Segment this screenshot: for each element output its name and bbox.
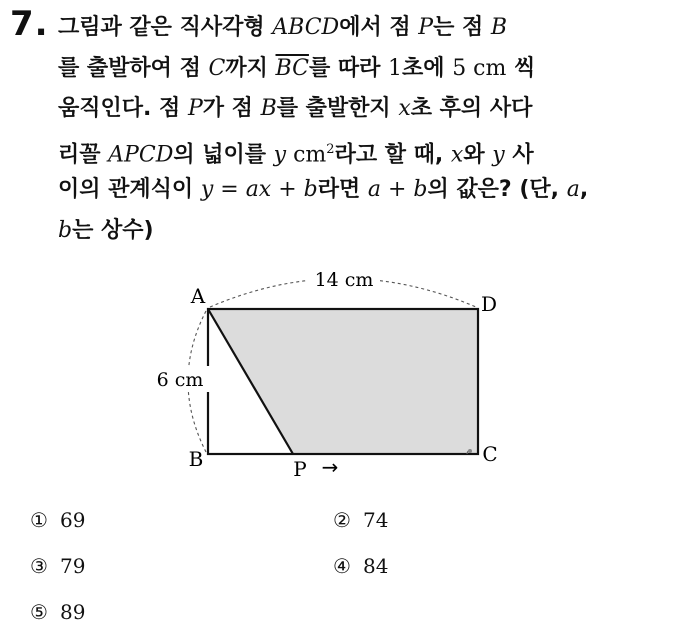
trapezoid-name: APCD bbox=[108, 141, 174, 167]
choice-mark: ④ bbox=[333, 554, 351, 578]
choice-1[interactable] bbox=[30, 508, 85, 532]
corner-dot bbox=[468, 449, 472, 453]
arrow-right-icon: → bbox=[321, 455, 339, 479]
vertex-d-label: D bbox=[480, 292, 498, 316]
vertex-a-label: A bbox=[190, 284, 206, 308]
choice-4[interactable] bbox=[333, 554, 388, 578]
stem-text: 의 값은? (단, bbox=[427, 177, 567, 202]
stem-text: 를 따라 bbox=[308, 55, 389, 81]
choice-value: 89 bbox=[60, 600, 86, 624]
point-p: P bbox=[418, 15, 434, 40]
stem-line-2 bbox=[58, 49, 658, 90]
stem-text: 까지 bbox=[225, 55, 276, 81]
segment-bc: $\overline{BC}$ bbox=[275, 55, 309, 81]
vertex-b-label: B bbox=[188, 447, 204, 471]
stem-text: 를 출발하여 점 bbox=[58, 55, 209, 81]
question-stem bbox=[58, 8, 658, 251]
choice-3[interactable] bbox=[30, 554, 85, 578]
point-p-label: P bbox=[293, 457, 307, 481]
stem-text: 움직인다. 점 bbox=[58, 96, 188, 121]
stem-text: 초 후의 사다 bbox=[410, 96, 533, 121]
var-x: x bbox=[450, 141, 464, 167]
stem-text: 라고 할 때, bbox=[334, 141, 451, 167]
stem-text: 에서 점 bbox=[339, 15, 419, 40]
point-b: B bbox=[490, 15, 508, 40]
stem-text: 와 bbox=[463, 141, 493, 167]
stem-line-5 bbox=[58, 170, 658, 211]
stem-text: 초에 bbox=[402, 55, 453, 81]
rectangle-figure bbox=[140, 260, 520, 490]
top-length-label: 14 cm bbox=[314, 269, 374, 291]
sum-expression: a + b bbox=[367, 177, 428, 202]
stem-text: 그림과 같은 직사각형 bbox=[58, 15, 273, 40]
choice-value: 79 bbox=[60, 554, 86, 578]
choice-5[interactable] bbox=[30, 600, 85, 624]
stem-text: 씩 bbox=[506, 55, 536, 81]
var-x: x bbox=[398, 96, 411, 121]
choice-value: 74 bbox=[363, 508, 389, 532]
choice-mark: ① bbox=[30, 508, 48, 532]
stem-text: 이의 관계식이 bbox=[58, 177, 201, 202]
stem-text: , bbox=[579, 177, 589, 202]
relation-formula: y = ax + b bbox=[200, 177, 318, 202]
choice-2[interactable] bbox=[333, 508, 388, 532]
stem-text: 는 점 bbox=[433, 15, 491, 40]
rect-name: ABCD bbox=[272, 15, 340, 40]
stem-text: 를 출발한지 bbox=[276, 96, 399, 121]
var-y: y bbox=[273, 141, 287, 167]
point-p: P bbox=[187, 96, 203, 121]
point-b: B bbox=[260, 96, 277, 121]
exponent: 2 bbox=[326, 141, 335, 157]
stem-text: 는 상수) bbox=[72, 217, 154, 243]
stem-text: 사 bbox=[504, 141, 534, 167]
vertex-c-label: C bbox=[482, 442, 498, 466]
side-length-label: 6 cm bbox=[156, 369, 204, 391]
stem-line-1 bbox=[58, 8, 658, 49]
stem-text: 라면 bbox=[317, 177, 368, 202]
stem-text: 리꼴 bbox=[58, 141, 109, 167]
point-c: C bbox=[208, 55, 226, 81]
var-b: b bbox=[58, 217, 73, 243]
choice-value: 84 bbox=[363, 554, 389, 578]
speed-value: 5 cm bbox=[452, 55, 507, 81]
choice-value: 69 bbox=[60, 508, 86, 532]
unit-cm: cm bbox=[286, 141, 327, 167]
question-number: 7. bbox=[10, 4, 49, 44]
trapezoid-apcd bbox=[208, 309, 478, 454]
choice-mark: ② bbox=[333, 508, 351, 532]
one-second: 1 bbox=[388, 55, 403, 81]
stem-line-6 bbox=[58, 211, 658, 252]
choice-mark: ⑤ bbox=[30, 600, 48, 624]
var-a: a bbox=[566, 177, 580, 202]
stem-text: 의 넓이를 bbox=[173, 141, 274, 167]
var-y: y bbox=[492, 141, 505, 167]
stem-line-4 bbox=[58, 130, 658, 171]
stem-text: 가 점 bbox=[202, 96, 261, 121]
stem-line-3 bbox=[58, 89, 658, 130]
choice-mark: ③ bbox=[30, 554, 48, 578]
